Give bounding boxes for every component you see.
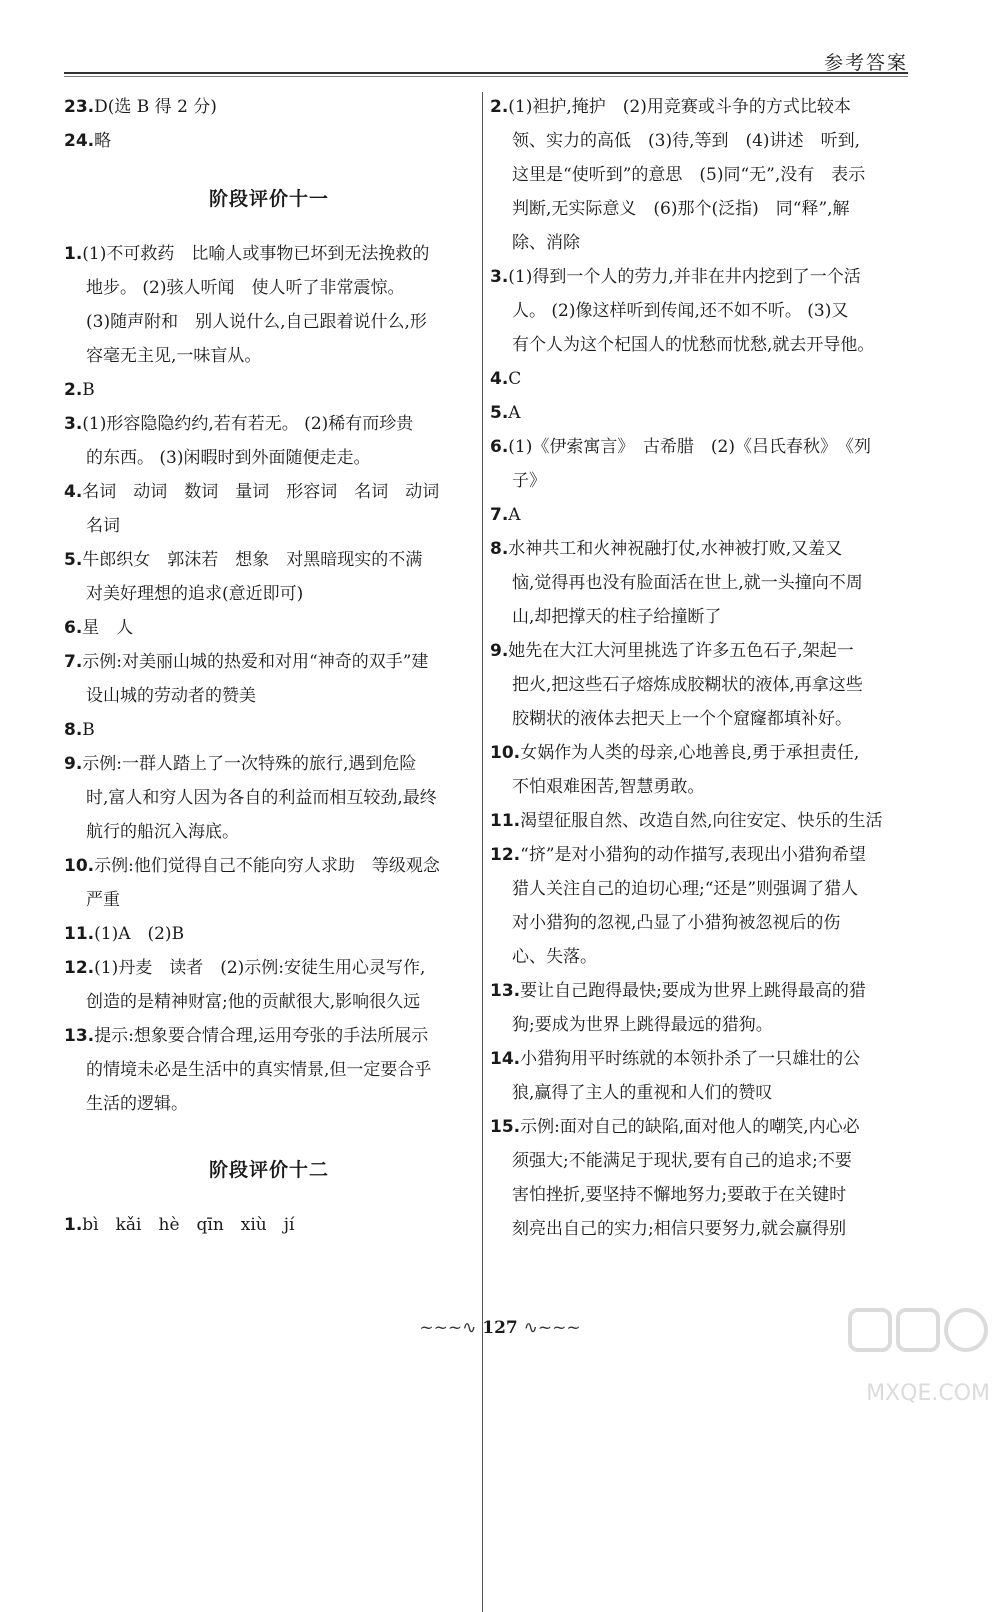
answer-item	[64, 237, 474, 373]
answer-number: 3.	[490, 267, 509, 287]
answer-line	[64, 1019, 474, 1053]
page-header-title: 参考答案	[823, 52, 908, 74]
answer-text: 这里是“使听到”的意思 (5)同“无”,没有 表示	[512, 165, 866, 185]
answer-text: B	[82, 380, 95, 400]
answer-text: 狼,赢得了主人的重视和人们的赞叹	[512, 1083, 773, 1103]
answer-text: 须强大;不能满足于现状,要有自己的追求;不要	[512, 1151, 852, 1171]
answer-item	[490, 1042, 910, 1110]
answer-number: 3.	[64, 414, 83, 434]
answer-item	[490, 974, 910, 1042]
answer-text: 子》	[512, 471, 546, 491]
right-answers	[490, 90, 910, 1246]
answer-line	[490, 328, 910, 362]
answer-line	[64, 271, 474, 305]
answer-item	[490, 430, 910, 498]
answer-number: 23.	[64, 97, 95, 117]
answer-item	[64, 917, 474, 951]
answer-number: 1.	[64, 244, 83, 264]
section-title-12: 阶段评价十二	[208, 1159, 329, 1181]
page-number: 127	[482, 1318, 518, 1338]
answer-text: 刻亮出自己的实力;相信只要努力,就会赢得别	[512, 1219, 847, 1239]
answer-text: 设山城的劳动者的赞美	[86, 686, 256, 706]
answer-line	[64, 509, 474, 543]
answer-line	[64, 475, 474, 509]
answer-item	[490, 804, 910, 838]
answer-line	[490, 804, 910, 838]
answer-item	[490, 90, 910, 260]
section-12-answers	[64, 1208, 474, 1242]
answer-line	[490, 1212, 910, 1246]
answer-text: 对小猎狗的忽视,凸显了小猎狗被忽视后的伤	[512, 913, 841, 933]
answer-line	[490, 872, 910, 906]
header-rule-thin	[64, 76, 908, 77]
answer-item	[64, 124, 474, 158]
answer-line	[64, 815, 474, 849]
answer-item	[64, 543, 474, 611]
answer-text: 恼,觉得再也没有脸面活在世上,就一头撞向不周	[512, 573, 863, 593]
answer-number: 8.	[64, 720, 83, 740]
answer-line	[64, 985, 474, 1019]
answer-line	[64, 407, 474, 441]
answer-number: 2.	[490, 97, 509, 117]
answer-text: 女娲作为人类的母亲,心地善良,勇于承担责任,	[520, 743, 860, 763]
section-title-11: 阶段评价十一	[208, 188, 329, 210]
answer-line	[490, 396, 910, 430]
answer-line	[64, 441, 474, 475]
answer-number: 10.	[490, 743, 521, 763]
answer-line	[490, 260, 910, 294]
answer-text: 略	[94, 131, 112, 151]
answer-line	[490, 430, 910, 464]
answer-item	[490, 498, 910, 532]
answer-item	[64, 849, 474, 917]
answer-line	[490, 736, 910, 770]
answer-line	[64, 917, 474, 951]
answer-text: 害怕挫折,要坚持不懈地努力;要敢于在关键时	[512, 1185, 847, 1205]
watermark-stamp-icon	[844, 1300, 994, 1380]
section-11-answers	[64, 237, 474, 1121]
answer-line	[490, 498, 910, 532]
answer-text: (1)《伊索寓言》 古希腊 (2)《吕氏春秋》 《列	[508, 437, 871, 457]
answer-line	[490, 838, 910, 872]
answer-text: 有个人为这个杞国人的忧愁而忧愁,就去开导他。	[512, 335, 875, 355]
right-column	[490, 90, 910, 1246]
answer-text: 领、实力的高低 (3)待,等到 (4)讲述 听到,	[512, 131, 860, 151]
left-top-answers	[64, 90, 474, 158]
answer-item	[64, 611, 474, 645]
answer-line	[490, 906, 910, 940]
answer-item	[490, 396, 910, 430]
answer-number: 12.	[490, 845, 521, 865]
answer-number: 15.	[490, 1117, 521, 1137]
answer-text: 示例:他们觉得自己不能向穷人求助 等级观念	[94, 856, 440, 876]
answer-line	[490, 90, 910, 124]
answer-text: 对美好理想的追求(意近即可)	[86, 584, 304, 604]
answer-number: 11.	[490, 811, 521, 831]
answer-line	[64, 124, 474, 158]
answer-text: “挤”是对小猎狗的动作描写,表现出小猎狗希望	[520, 845, 866, 865]
answer-number: 14.	[490, 1049, 521, 1069]
answer-item	[490, 1110, 910, 1246]
answer-line	[490, 226, 910, 260]
answer-line	[490, 124, 910, 158]
answer-line	[64, 679, 474, 713]
answer-line	[490, 532, 910, 566]
answer-line	[64, 645, 474, 679]
answer-line	[64, 611, 474, 645]
answer-line	[64, 1053, 474, 1087]
column-divider	[482, 92, 483, 1612]
answer-text: 容毫无主见,一味盲从。	[86, 346, 262, 366]
answer-line	[490, 1110, 910, 1144]
answer-text: 狗;要成为世界上跳得最远的猎狗。	[512, 1015, 773, 1035]
answer-item	[64, 1208, 474, 1242]
answer-item	[64, 1019, 474, 1121]
answer-number: 4.	[490, 369, 509, 389]
answer-line	[490, 1008, 910, 1042]
answer-text: 她先在大江大河里挑选了许多五色石子,架起一	[508, 641, 854, 661]
answer-text: (1)丹麦 读者 (2)示例:安徒生用心灵写作,	[94, 958, 426, 978]
answer-text: bì kǎi hè qīn xiù jí	[82, 1215, 295, 1235]
answer-text: 判断,无实际意义 (6)那个(泛指) 同“释”,解	[512, 199, 850, 219]
answer-text: 心、失落。	[512, 947, 597, 967]
answer-line	[490, 600, 910, 634]
header-rule	[64, 72, 908, 74]
answer-number: 7.	[64, 652, 83, 672]
answer-text: 把火,把这些石子熔炼成胶糊状的液体,再拿这些	[512, 675, 863, 695]
answer-item	[490, 260, 910, 362]
answer-text: (1)得到一个人的劳力,并非在井内挖到了一个活	[508, 267, 861, 287]
answer-number: 6.	[64, 618, 83, 638]
answer-item	[64, 407, 474, 475]
answer-line	[64, 951, 474, 985]
answer-text: D(选 B 得 2 分)	[94, 97, 217, 117]
answer-text: A	[508, 403, 521, 423]
answer-number: 9.	[490, 641, 509, 661]
answer-item	[64, 90, 474, 124]
footer-ornament-left: ~~~∿	[419, 1318, 477, 1338]
answer-text: 名词	[86, 516, 120, 536]
answer-line	[490, 1076, 910, 1110]
answer-line	[64, 305, 474, 339]
answer-text: (1)形容隐隐约约,若有若无。 (2)稀有而珍贵	[82, 414, 414, 434]
answer-line	[64, 781, 474, 815]
answer-text: 要让自己跑得最快;要成为世界上跳得最高的猎	[520, 981, 866, 1001]
answer-line	[490, 702, 910, 736]
answer-text: 水神共工和火神祝融打仗,水神被打败,又羞又	[508, 539, 843, 559]
answer-number: 10.	[64, 856, 95, 876]
answer-line	[64, 339, 474, 373]
answer-line	[64, 1208, 474, 1242]
answer-number: 13.	[490, 981, 521, 1001]
answer-text: 小猎狗用平时练就的本领扑杀了一只雄壮的公	[520, 1049, 861, 1069]
answer-line	[490, 634, 910, 668]
answer-line	[490, 158, 910, 192]
answer-line	[64, 713, 474, 747]
watermark-text: MXQE.COM	[866, 1381, 990, 1406]
answer-text: 示例:面对自己的缺陷,面对他人的嘲笑,内心必	[520, 1117, 860, 1137]
answer-line	[490, 566, 910, 600]
answer-item	[490, 736, 910, 804]
answer-line	[64, 1087, 474, 1121]
answer-text: (1)不可救药 比喻人或事物已坏到无法挽救的	[82, 244, 430, 264]
answer-number: 11.	[64, 924, 95, 944]
answer-text: A	[508, 505, 521, 525]
answer-line	[490, 770, 910, 804]
answer-text: 时,富人和穷人因为各自的利益而相互较劲,最终	[86, 788, 437, 808]
answer-text: 示例:对美丽山城的热爱和对用“神奇的双手”建	[82, 652, 429, 672]
answer-text: 的情境未必是生活中的真实情景,但一定要合乎	[86, 1060, 432, 1080]
footer-ornament-right: ∿~~~	[523, 1318, 581, 1338]
answer-text: 渴望征服自然、改造自然,向往安定、快乐的生活	[520, 811, 883, 831]
answer-number: 24.	[64, 131, 95, 151]
answer-number: 13.	[64, 1026, 95, 1046]
answer-line	[490, 192, 910, 226]
answer-line	[64, 577, 474, 611]
answer-item	[64, 373, 474, 407]
answer-text: (1)A (2)B	[94, 924, 185, 944]
answer-number: 8.	[490, 539, 509, 559]
answer-line	[64, 543, 474, 577]
answer-line	[490, 464, 910, 498]
watermark-logo	[844, 1300, 994, 1410]
answer-item	[64, 951, 474, 1019]
answer-text: 胶糊状的液体去把天上一个个窟窿都填补好。	[512, 709, 852, 729]
answer-number: 12.	[64, 958, 95, 978]
answer-item	[490, 362, 910, 396]
answer-number: 6.	[490, 437, 509, 457]
answer-text: (3)随声附和 别人说什么,自己跟着说什么,形	[86, 312, 427, 332]
answer-text: 地步。 (2)骇人听闻 使人听了非常震惊。	[86, 278, 405, 298]
answer-text: 人。 (2)像这样听到传闻,还不如不听。 (3)又	[512, 301, 849, 321]
answer-item	[490, 838, 910, 974]
answer-item	[64, 747, 474, 849]
answer-line	[64, 849, 474, 883]
answer-line	[490, 362, 910, 396]
answer-text: 除、消除	[512, 233, 580, 253]
answer-line	[64, 373, 474, 407]
answer-number: 5.	[490, 403, 509, 423]
answer-line	[64, 883, 474, 917]
answer-line	[490, 1144, 910, 1178]
answer-text: 山,却把撑天的柱子给撞断了	[512, 607, 722, 627]
answer-item	[64, 645, 474, 713]
answer-item	[64, 713, 474, 747]
answer-line	[490, 940, 910, 974]
answer-text: 的东西。 (3)闲暇时到外面随便走走。	[86, 448, 371, 468]
answer-text: 生活的逻辑。	[86, 1094, 188, 1114]
answer-line	[490, 668, 910, 702]
answer-number: 4.	[64, 482, 83, 502]
answer-number: 7.	[490, 505, 509, 525]
answer-text: 名词 动词 数词 量词 形容词 名词 动词	[82, 482, 440, 502]
answer-line	[64, 90, 474, 124]
answer-text: 猎人关注自己的迫切心理;“还是”则强调了猎人	[512, 879, 859, 899]
answer-text: 航行的船沉入海底。	[86, 822, 239, 842]
answer-text: C	[508, 369, 522, 389]
answer-line	[490, 1178, 910, 1212]
answer-line	[64, 237, 474, 271]
answer-item	[64, 475, 474, 543]
answer-text: 创造的是精神财富;他的贡献很大,影响很久远	[86, 992, 421, 1012]
answer-number: 1.	[64, 1215, 83, 1235]
answer-text: 星 人	[82, 618, 134, 638]
answer-item	[490, 532, 910, 634]
answer-line	[490, 1042, 910, 1076]
answer-number: 9.	[64, 754, 83, 774]
answer-item	[490, 634, 910, 736]
answer-text: (1)袒护,掩护 (2)用竞赛或斗争的方式比较本	[508, 97, 851, 117]
answer-line	[490, 974, 910, 1008]
answer-text: B	[82, 720, 95, 740]
answer-line	[490, 294, 910, 328]
answer-number: 5.	[64, 550, 83, 570]
answer-text: 不怕艰难困苦,智慧勇敢。	[512, 777, 705, 797]
answer-line	[64, 747, 474, 781]
answer-text: 示例:一群人踏上了一次特殊的旅行,遇到危险	[82, 754, 417, 774]
answer-text: 严重	[86, 890, 120, 910]
left-column	[64, 90, 474, 1242]
answer-text: 牛郎织女 郭沫若 想象 对黑暗现实的不满	[82, 550, 423, 570]
answer-text: 提示:想象要合情合理,运用夸张的手法所展示	[94, 1026, 429, 1046]
answer-number: 2.	[64, 380, 83, 400]
